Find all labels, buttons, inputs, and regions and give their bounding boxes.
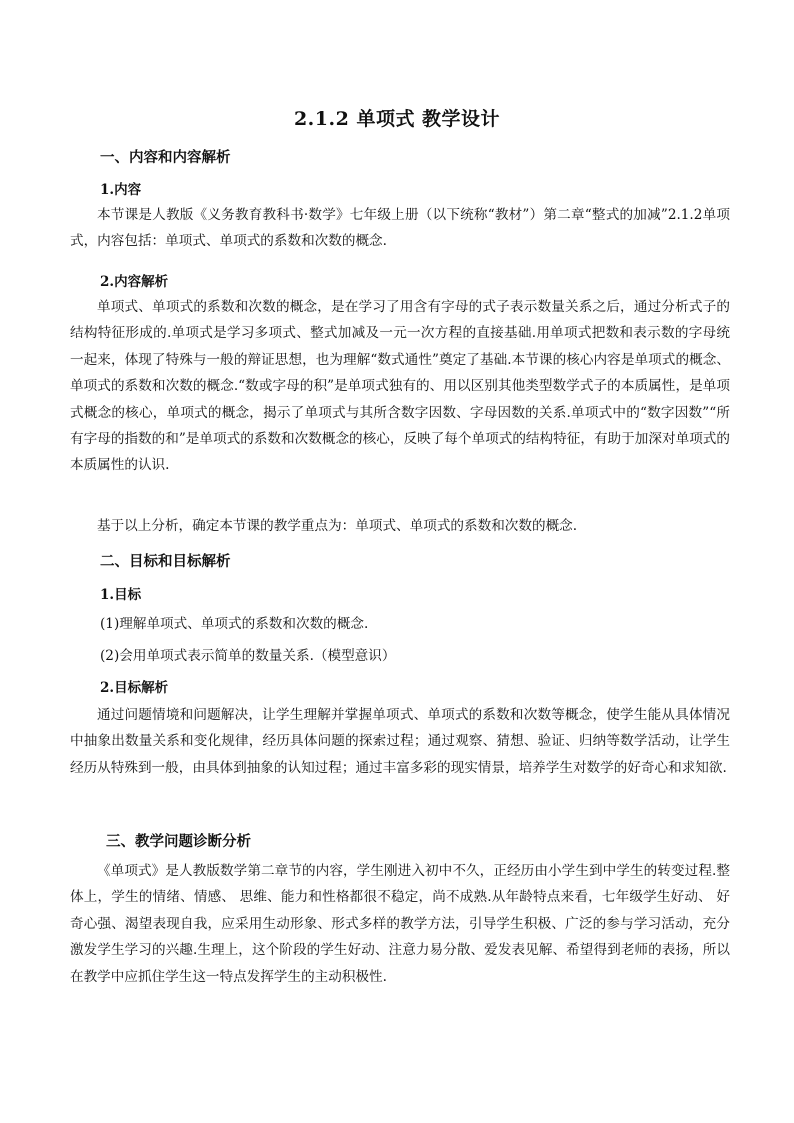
paragraph-content-analysis: 单项式、单项式的系数和次数的概念，是在学习了用含有字母的式子表示数量关系之后，通过分析式子的结构特征形成的.单项式是学习多项式、整式加减及一元一次方程的直接基础.用单项式把数和表示数的字母统一起来，体现了特殊与一般的辩证思想，也为理解“数式通性”奠定了基础.本节课的核心内容是单项式的概念、单项式的系数和次数的概念.“数或字母的积”是单项式独有的、用以区别其他类型数学式子的本质属性，是单项式概念的核心，单项式的概念，揭示了单项式与其所含数字因数、字母因数的关系.单项式中的“数字因数”“所有字母的指数的和”是单项式的系数和次数概念的核心，反映了每个单项式的结构特征，有助于加深对单项式的本质属性的认识. xyxy=(70,299,730,474)
paragraph-content: 本节课是人教版《义务教育教科书·数学》七年级上册（以下统称“教材”）第二章“整式的加减”2.1.2单项式，内容包括：单项式、单项式的系数和次数的概念. xyxy=(70,207,730,250)
subheading-content: 1.内容 xyxy=(100,182,142,198)
subheading-goal-analysis: 2.目标解析 xyxy=(100,680,169,696)
paragraph-goal-analysis: 通过问题情境和问题解决，让学生理解并掌握单项式、单项式的系数和次数等概念，使学生能从具体情况中抽象出数量关系和变化规律，经历具体问题的探索过程；通过观察、猜想、验证、归纳等数学活动，让学生经历从特殊到一般，由具体到抽象的认知过程；通过丰富多彩的现实情景，培养学生对数学的好奇心和求知欲. xyxy=(70,707,730,776)
section-heading-content: 一、内容和内容解析 xyxy=(100,149,231,166)
goal-item-2: (2)会用单项式表示简单的数量关系.（模型意识） xyxy=(100,648,396,664)
section-heading-diagnosis: 三、教学问题诊断分析 xyxy=(106,833,251,850)
paragraph-diagnosis: 《单项式》是人教版数学第二章节的内容，学生刚进入初中不久，正经历由小学生到中学生的转变过程.整体上，学生的情绪、情感、 思维、能力和性格都很不稳定，尚不成熟.从年龄特点来看，七年级学生好动、 好奇心强、渴望表现自我，应采用生动形象、形式多样的教学方法，引导学生积极、广泛的参与学习活动，充分激发学生学习的兴趣.生理上，这个阶段的学生好动、注意力易分散、爱发表见解、希望得到老师的表扬，所以在教学中应抓住学生这一特点发挥学生的主动积极性. xyxy=(70,863,730,985)
document-title: 2.1.2 单项式 教学设计 xyxy=(293,108,501,130)
section-heading-goals: 二、目标和目标解析 xyxy=(100,553,231,570)
paragraph-teaching-focus: 基于以上分析，确定本节课的教学重点为：单项式、单项式的系数和次数的概念. xyxy=(97,518,578,534)
subheading-goals: 1.目标 xyxy=(100,587,142,603)
goal-item-1: (1)理解单项式、单项式的系数和次数的概念. xyxy=(100,616,369,632)
subheading-content-analysis: 2.内容解析 xyxy=(100,274,169,290)
